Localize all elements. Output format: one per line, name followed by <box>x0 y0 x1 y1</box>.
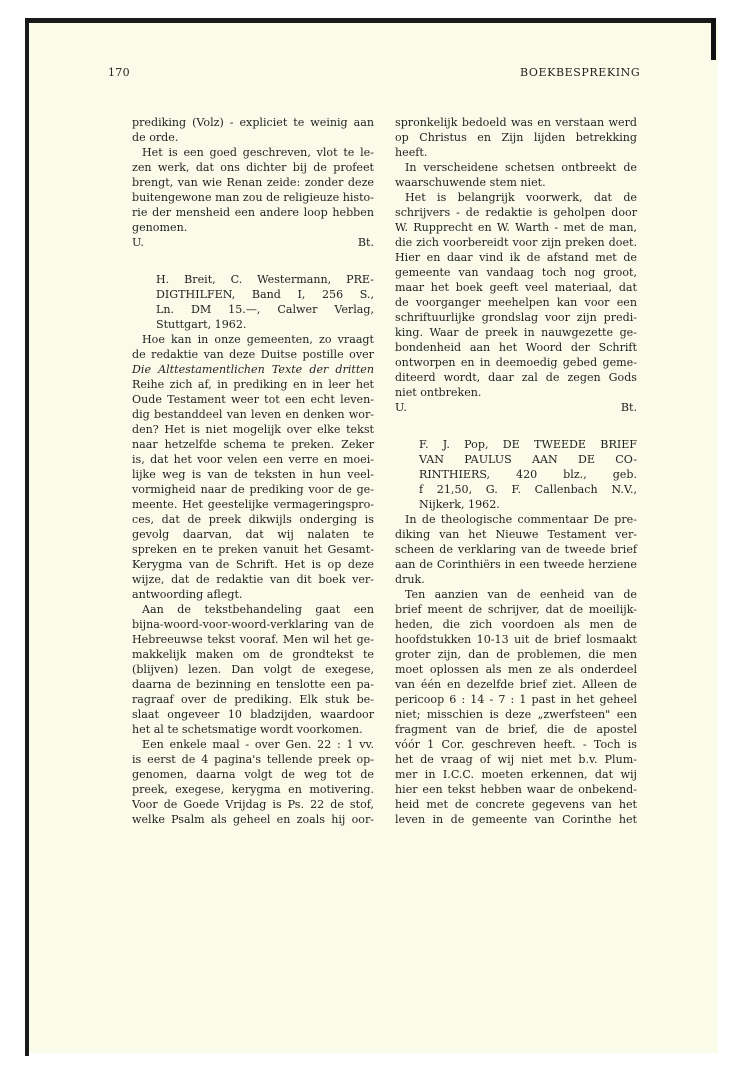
text-line: Oude Testament weer tot een echt leven- <box>132 393 374 406</box>
text-line: de orde. <box>132 131 179 144</box>
text-line: aan de Corinthiërs in een tweede herziene <box>395 558 637 571</box>
text-line: naar hetzelfde schema te preken. Zeker <box>132 438 374 451</box>
text-line: leven in de gemeente van Corinthe het <box>395 813 637 826</box>
text-line: slaat ongeveer 10 bladzijden, waardoor <box>132 708 374 721</box>
text-line: Het is een goed geschreven, vlot te le- <box>142 146 374 159</box>
signature-initial: U. <box>395 401 407 414</box>
review-signature <box>395 400 637 415</box>
paragraph <box>395 587 637 827</box>
text-line: is, dat het voor velen een verre en moei- <box>132 453 374 466</box>
text-line: Aan de tekstbehandeling gaat een <box>142 603 374 616</box>
text-line: pericoop 6 : 14 - 7 : 1 past in het geheel <box>395 693 637 706</box>
spacer <box>132 250 374 272</box>
text-line: Ten aanzien van de eenheid van de <box>405 588 637 601</box>
text-line: prediking (Volz) - expliciet te weinig aan <box>132 116 374 129</box>
text-line: gevolg daarvan, dat wij nalaten te <box>132 528 374 541</box>
text-line: vormigheid naar de prediking voor de ge- <box>132 483 374 496</box>
text-line: makkelijk maken om de grondtekst te <box>132 648 374 661</box>
text-line: de voorganger meehelpen kan voor een <box>395 296 637 309</box>
text-line: ontworpen en in deemoedig gebed geme- <box>395 356 637 369</box>
text-line: is eerst de 4 pagina's tellende preek op- <box>132 753 374 766</box>
text-line: waarschuwende stem niet. <box>395 176 546 189</box>
text-line: bijna-woord-voor-woord-verklaring van de <box>132 618 374 631</box>
text-line: schrijvers - de redaktie is geholpen door <box>395 206 637 219</box>
text-line: Een enkele maal - over Gen. 22 : 1 vv. <box>142 738 374 751</box>
text-line: Hoe kan in onze gemeenten, zo vraagt <box>142 333 374 346</box>
text-line: diking van het Nieuwe Testament ver- <box>395 528 637 541</box>
text-line: preek, exegese, kerygma en motivering. <box>132 783 374 796</box>
text-line: groter zijn, dan de problemen, die men <box>395 648 637 661</box>
text-line: W. Rupprecht en W. Warth - met de man, <box>395 221 637 234</box>
reference-line: DIGTHILFEN, Band I, 256 S., <box>156 288 374 301</box>
reference-line: VAN PAULUS AAN DE CO- <box>419 453 637 466</box>
text-line: buitengewone man zou de religieuze histo- <box>132 191 374 204</box>
book-reference <box>395 437 637 512</box>
spacer <box>395 415 637 437</box>
text-line: maar het boek geeft veel materiaal, dat <box>395 281 637 294</box>
text-line: spronkelijk bedoeld was en verstaan werd <box>395 116 637 129</box>
text-line: die zich voorbereidt voor zijn preken doet. <box>395 236 637 249</box>
text-line: zen werk, dat ons dichter bij de profeet <box>132 161 374 174</box>
left-column <box>132 115 374 827</box>
text-line: king. Waar de preek in nauwgezette ge- <box>395 326 637 339</box>
text-line: diteerd wordt, daar zal de zegen Gods <box>395 371 637 384</box>
right-column <box>395 115 637 827</box>
text-line: Reihe zich af, in prediking en in leer het <box>132 378 374 391</box>
paragraph <box>132 737 374 827</box>
text-line: vóór 1 Cor. geschreven heeft. - Toch is <box>395 738 637 751</box>
paragraph <box>395 512 637 587</box>
text-line: Hebreeuwse tekst vooraf. Men wil het ge- <box>132 633 374 646</box>
paragraph <box>132 602 374 737</box>
paragraph <box>395 160 637 190</box>
book-reference <box>132 272 374 332</box>
text-line: ragraaf over de prediking. Elk stuk be- <box>132 693 374 706</box>
text-line: Die Alttestamentlichen Texte der dritten <box>132 363 374 376</box>
running-title: BOEKBESPREKING <box>520 66 641 79</box>
reference-line: Nijkerk, 1962. <box>419 498 500 511</box>
paragraph <box>132 145 374 235</box>
text-line: welke Psalm als geheel en zoals hij oor- <box>132 813 374 826</box>
text-line: lijke weg is van de teksten in hun veel- <box>132 468 374 481</box>
text-line: de redaktie van deze Duitse postille over <box>132 348 374 361</box>
text-line: het de vraag of wij niet met b.v. Plum- <box>395 753 637 766</box>
text-line: antwoording aflegt. <box>132 588 243 601</box>
text-line: het al te schetsmatige wordt voorkomen. <box>132 723 363 736</box>
text-line: In de theologische commentaar De pre- <box>405 513 637 526</box>
text-line: Hier en daar vind ik de afstand met de <box>395 251 637 264</box>
paragraph <box>132 115 374 145</box>
text-line: niet ontbreken. <box>395 386 482 399</box>
text-line: gemeente van vandaag toch nog groot, <box>395 266 637 279</box>
reference-line: Ln. DM 15.—, Calwer Verlag, <box>156 303 374 316</box>
text-line: op Christus en Zijn lijden betrekking <box>395 131 637 144</box>
reference-line: RINTHIERS, 420 blz., geb. <box>419 468 637 481</box>
text-line: schriftuurlijke grondslag voor zijn predi- <box>395 311 637 324</box>
text-line: Kerygma van de Schrift. Het is op deze <box>132 558 374 571</box>
text-line: spreken en te preken vanuit het Gesamt- <box>132 543 374 556</box>
signature-reviewer: Bt. <box>357 236 374 249</box>
signature-initial: U. <box>132 236 144 249</box>
paragraph <box>395 190 637 400</box>
text-line: In verscheidene schetsen ontbreekt de <box>405 161 637 174</box>
page-number: 170 <box>108 66 130 79</box>
text-line: heid met de concrete gegevens van het <box>395 798 637 811</box>
text-line: Voor de Goede Vrijdag is Ps. 22 de stof, <box>132 798 374 811</box>
text-line: heden, die zich voordoen als men de <box>395 618 637 631</box>
reference-line: H. Breit, C. Westermann, PRE- <box>156 273 374 286</box>
text-line: genomen, daarna volgt de weg tot de <box>132 768 374 781</box>
text-line: scheen de verklaring van de tweede brief <box>395 543 637 556</box>
review-signature <box>132 235 374 250</box>
text-line: ces, dat de preek dikwijls onderging is <box>132 513 374 526</box>
text-line: niet; misschien is deze „zwerfsteen" een <box>395 708 637 721</box>
text-line: brengt, van wie Renan zeide: zonder deze <box>132 176 374 189</box>
signature-reviewer: Bt. <box>620 401 637 414</box>
text-line: meente. Het geestelijke vermageringspro- <box>132 498 374 511</box>
text-line: den? Het is niet mogelijk over elke tekst <box>132 423 374 436</box>
text-line: daarna de bezinning en tenslotte een pa- <box>132 678 374 691</box>
text-line: bondenheid aan het Woord der Schrift <box>395 341 637 354</box>
text-line: heeft. <box>395 146 428 159</box>
text-line: brief meent de schrijver, dat de moeilijk- <box>395 603 637 616</box>
paragraph <box>395 115 637 160</box>
paragraph <box>132 332 374 602</box>
text-line: hier een tekst hebben waar de onbekend- <box>395 783 637 796</box>
text-line: druk. <box>395 573 425 586</box>
text-line: rie der mensheid een andere loop hebben <box>132 206 374 219</box>
text-line: fragment van de brief, die de apostel <box>395 723 637 736</box>
reference-line: Stuttgart, 1962. <box>156 318 247 331</box>
text-line: dig bestanddeel van leven en denken wor- <box>132 408 374 421</box>
text-line: (blijven) lezen. Dan volgt de exegese, <box>132 663 374 676</box>
reference-line: F. J. Pop, DE TWEEDE BRIEF <box>419 438 637 451</box>
text-line: hoofdstukken 10-13 uit de brief losmaakt <box>395 633 637 646</box>
scan-border-right <box>711 18 716 60</box>
text-line: Het is belangrijk voorwerk, dat de <box>405 191 637 204</box>
text-line: wijze, dat de redaktie van dit boek ver- <box>132 573 374 586</box>
text-line: moet oplossen als men ze als onderdeel <box>395 663 637 676</box>
reference-line: f 21,50, G. F. Callenbach N.V., <box>419 483 637 496</box>
text-line: genomen. <box>132 221 188 234</box>
text-line: mer in I.C.C. moeten erkennen, dat wij <box>395 768 637 781</box>
text-line: van één en dezelfde brief ziet. Alleen de <box>395 678 637 691</box>
